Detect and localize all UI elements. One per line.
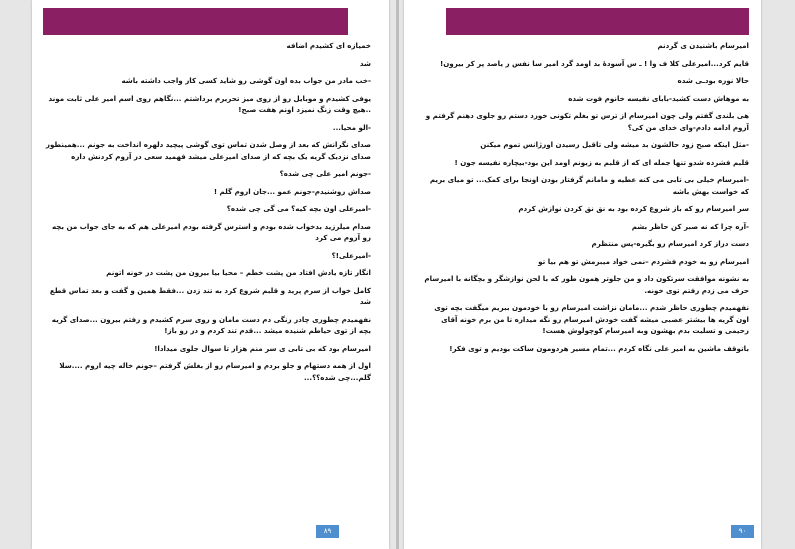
paragraph: حالا نوره بودـی شده: [677, 76, 749, 85]
paragraph: باتوقف ماشین به امیر علی نگاه کردم ...تمام مسیر هردومون ساکت بودیم و توی فکر!: [449, 343, 749, 353]
paragraph: به نشونه موافقت سرتکون داد و من جلوتر همون طور که با لحن نوازشگر و بچگانه با امیرسام حرف می زدم رفتم توی خونه.: [424, 274, 749, 295]
left-page-text: [44, 40, 371, 523]
paragraph: یوفی کشیدم و موبایل رو از روی میز تحریرم برداشتم ...نگاهم روی اسم امیر علی ثابت موند ..هیچ وقت زنگ نمیزد اونم هفت صبح!: [48, 93, 371, 114]
paragraph: -امیرعلی اون بچه کیه؟ می گی چی شده؟: [226, 204, 371, 213]
paragraph: -خب مادر من جواب بده اون گوشی رو شاید کسی کار واجب داشته باشه: [121, 76, 371, 85]
right-page-header-banner: [446, 8, 749, 35]
paragraph: کامل خواب از سرم پرید و قلبم شروع کرد به تند زدن ...فقط همین و گفت و بعد تماس قطع شد: [49, 285, 371, 306]
paragraph: امیرسام رو به خودم فشردم –نمی خواد میبرمش تو هم بیا تو: [538, 256, 749, 266]
paragraph: -مثل اینکه صبح زود حالشون بد میشه ولی تاقبل رسیدن اورژانس تموم میکنن: [480, 140, 749, 149]
right-page-text: [422, 40, 749, 523]
paragraph: هی بلندی گفتم ولی چون امیرسام از ترس تو بغلم تکونی خورد دستم رو جلوی دهنم گرفتم و آروم ادامه دادم-وای خدای من کی؟: [425, 111, 749, 132]
right-page: [404, 0, 761, 549]
paragraph: -امیرعلی!؟: [331, 250, 371, 260]
paragraph: امیرسام باشنیدن ی گردنم: [657, 41, 749, 50]
paragraph: خمیازه ای کشیدم اضافه: [286, 41, 371, 50]
paragraph: دست دراز کرد امیرسام رو بگیره-پس منتظرم: [591, 239, 749, 248]
paragraph: امیرسام بود که بی تابی ی سر منم هزار تا سوال جلوی میدادا!: [154, 343, 371, 353]
page-number: ٩٠: [731, 525, 754, 538]
paragraph: صداش روشنیدم-جونم عمو ...جان اروم گلم !: [213, 186, 371, 196]
paragraph: قایم کرد...امیرعلی کلا ف وا ! ـ س آسودهٔ بد اومد گرد امیر سا نفس ر یاصد پر کر بیرون!: [440, 58, 749, 68]
paragraph: اول از همه دستهام و جلو بردم و امیرسام رو از بغلش گرفتم –جونم خاله چیه اروم ....سلا گلم...چی شده؟؟...: [59, 361, 371, 382]
paragraph: -امیرسام خیلی بی تابی می کنه عطیه و مامانم گرفتار بودن اونجا برای کمک... تو میای بریم که خواست بهش باشه: [429, 175, 749, 196]
paragraph: نفهمیدم چطوری چادر رنگی دم دست مامان و روی سرم کشیدم و رفتم بیرون ...صدای گریه بچه از توی حیاطم شنیده میشد ...قدم تند کردم و در رو باز!: [51, 314, 371, 335]
page-gutter: [396, 0, 399, 549]
paragraph: انگار تازه یادش افتاد من پشت خطم – محیا بیا بیرون من پشت در خونه اتونم: [106, 268, 371, 277]
paragraph: شد: [359, 58, 371, 68]
paragraph: نفهمیدم چطوری حاظر شدم ...مامان نزاشت امیرسام رو با خودمون ببریم میگفت بچه توی اون گریه ها بیشتر عصبی میشه گفت خودش امیرسام رو نگه میداره تا من برم خونه آقای رحیمی و تسلیت بدم بهشون وبه امیرسام کوچولوش هست!: [434, 303, 749, 335]
paragraph: صدام میلرزید بدخواب شده بودم و استرس گرفته بودم امیرعلی هم که به جای جواب من بچه رو آروم می کرد: [51, 221, 371, 242]
paragraph: قلبم فشرده شدو تنها جمله ای که از قلبم به زبونم اومد این بود-بیچاره نفیسه جون !: [454, 157, 749, 167]
paragraph: -جونم امیر علی چی شده؟: [279, 169, 371, 178]
paragraph: به موهاش دست کشید-بابای نفیسه خانوم فوت شده: [568, 93, 749, 103]
left-page: [32, 0, 389, 549]
paragraph: سر امیرسام رو که باز شروع کرده بود به نق نق کردن نوازش کردم: [518, 204, 749, 213]
left-page-header-banner: [43, 8, 348, 35]
paragraph: -الو محیا...: [332, 122, 371, 132]
paragraph: -آره چرا که نه صبر کن حاظر بشم: [631, 221, 749, 231]
paragraph: صدای نگرانش که بعد از وصل شدن تماس توی گوشی پیچید دلهره انداخت به جونم ...همینطور صدای نزدیک گریه یک بچه که از صدای امیرعلی میشد فهمید سعی در آروم کردنش داره: [45, 140, 371, 161]
page-number: ٨٩: [316, 525, 339, 538]
